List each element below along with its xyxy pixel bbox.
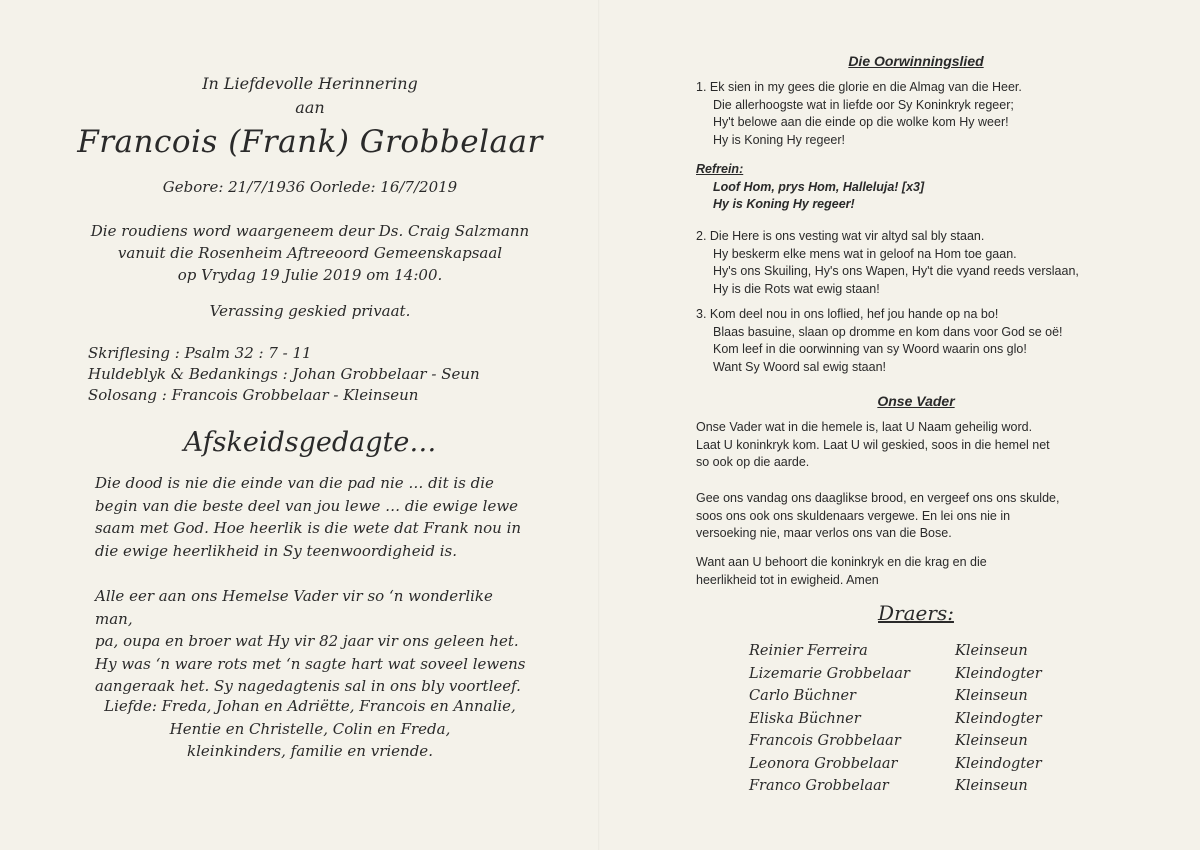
bearer-name: Reinier Ferreira bbox=[749, 643, 868, 659]
farewell-title: Afskeidsgedagte… bbox=[183, 427, 437, 458]
bearer-relation: Kleinseun bbox=[955, 733, 1028, 749]
bearer-relation: Kleindogter bbox=[955, 710, 1042, 727]
paragraph-line: Hy was ‘n ware rots met ‘n sagte hart wat soveel lewens bbox=[95, 654, 526, 673]
prayer-line: Onse Vader wat in die hemele is, laat U Naam geheilig word. bbox=[696, 420, 1033, 434]
bearer-name: Francois Grobbelaar bbox=[749, 733, 901, 749]
song-refrain bbox=[696, 161, 1136, 214]
song-verse-2 bbox=[696, 228, 1136, 298]
paragraph-line: aangeraak het. Sy nagedagtenis sal in ons bly voortleef. bbox=[95, 677, 521, 695]
verse-line: Kom leef in die oorwinning van sy Woord waarin ons glo! bbox=[713, 342, 1027, 356]
refrain-line: Loof Hom, prys Hom, Halleluja! [x3] bbox=[713, 179, 925, 194]
verse-line: Blaas basuine, slaan op dromme en kom dans voor God se oë! bbox=[713, 324, 1063, 339]
paragraph-line: pa, oupa en broer wat Hy vir 82 jaar vir ons geleen het. bbox=[95, 632, 519, 650]
program-item: Huldeblyk & Bedankings : Johan Grobbelaar - Seun bbox=[88, 365, 480, 383]
cremation-note: Verassing geskied privaat. bbox=[209, 302, 411, 320]
deceased-name: Francois (Frank) Grobbelaar bbox=[77, 124, 543, 160]
prayer-paragraph-2 bbox=[696, 490, 1136, 543]
verse-line: Die allerhoogste wat in liefde oor Sy Koninkryk regeer; bbox=[713, 97, 1014, 112]
bearer-name: Leonora Grobbelaar bbox=[749, 755, 898, 772]
prayer-paragraph-3 bbox=[696, 554, 1136, 589]
bearer-name: Eliska Büchner bbox=[749, 710, 861, 727]
bearers-title: Draers: bbox=[878, 601, 954, 625]
loved-ones bbox=[60, 695, 560, 763]
bearer-row bbox=[749, 756, 1089, 779]
bearers-list bbox=[749, 643, 1089, 801]
paragraph-line: Alle eer aan ons Hemelse Vader vir so ‘n wonderlike man, bbox=[95, 587, 493, 628]
verse-line: 1. Ek sien in my gees die glorie en die Almag van die Heer. bbox=[696, 80, 1022, 94]
prayer-title: Onse Vader bbox=[877, 393, 955, 409]
program-item: Skriflesing : Psalm 32 : 7 - 11 bbox=[88, 344, 312, 362]
verse-line: Hy is die Rots wat ewig staan! bbox=[713, 281, 880, 296]
prayer-line: soos ons ook ons skuldenaars vergewe. En lei ons nie in bbox=[696, 508, 1011, 523]
birth-death-dates: Gebore: 21/7/1936 Oorlede: 16/7/2019 bbox=[162, 178, 458, 196]
memorial-heading: In Liefdevolle Herinnering bbox=[202, 74, 418, 93]
bearer-relation: Kleindogter bbox=[955, 665, 1042, 682]
verse-line: 2. Die Here is ons vesting wat vir altyd sal bly staan. bbox=[696, 229, 985, 243]
loved-line: kleinkinders, familie en vriende. bbox=[187, 742, 433, 760]
bearer-row bbox=[749, 711, 1089, 734]
bearer-relation: Kleinseun bbox=[955, 688, 1028, 704]
paragraph-line: Die dood is nie die einde van die pad nie … dit is die bbox=[95, 474, 494, 492]
bearer-relation: Kleinseun bbox=[955, 643, 1028, 659]
bearer-row bbox=[749, 666, 1089, 689]
service-line: vanuit die Rosenheim Aftreeoord Gemeenskapsaal bbox=[117, 244, 503, 262]
paragraph-line: begin van die beste deel van jou lewe … die ewige lewe bbox=[95, 496, 519, 515]
program-list bbox=[88, 343, 558, 406]
bearer-name: Carlo Büchner bbox=[749, 688, 856, 704]
bearer-row bbox=[749, 733, 1089, 756]
verse-line: Want Sy Woord sal ewig staan! bbox=[713, 359, 886, 374]
farewell-paragraph-1 bbox=[95, 472, 535, 562]
prayer-paragraph-1 bbox=[696, 419, 1136, 472]
prayer-line: so ook op die aarde. bbox=[696, 455, 810, 469]
prayer-line: Want aan U behoort die koninkryk en die krag en die bbox=[696, 555, 987, 569]
farewell-paragraph-2 bbox=[95, 585, 535, 698]
song-title: Die Oorwinningslied bbox=[848, 53, 984, 69]
bearer-row bbox=[749, 643, 1089, 666]
memorial-heading-aan: aan bbox=[295, 98, 325, 117]
program-item: Solosang : Francois Grobbelaar - Kleinseun bbox=[88, 386, 419, 404]
song-verse-1 bbox=[696, 79, 1136, 149]
refrain-line: Hy is Koning Hy regeer! bbox=[713, 197, 855, 211]
service-details bbox=[60, 220, 560, 286]
verse-line: Hy is Koning Hy regeer! bbox=[713, 132, 846, 147]
service-line: Die roudiens word waargeneem deur Ds. Craig Salzmann bbox=[90, 222, 530, 240]
center-fold bbox=[598, 0, 600, 850]
bearer-relation: Kleindogter bbox=[955, 755, 1042, 772]
right-page bbox=[696, 48, 1136, 838]
loved-line: Hentie en Christelle, Colin en Freda, bbox=[169, 719, 451, 738]
loved-line: Liefde: Freda, Johan en Adriëtte, Francois en Annalie, bbox=[104, 697, 516, 715]
verse-line: Hy beskerm elke mens wat in geloof na Hom toe gaan. bbox=[713, 246, 1017, 261]
bearer-row bbox=[749, 688, 1089, 711]
prayer-line: Laat U koninkryk kom. Laat U wil geskied, soos in die hemel net bbox=[696, 437, 1050, 452]
bearer-name: Franco Grobbelaar bbox=[749, 778, 889, 794]
left-page bbox=[60, 55, 560, 845]
bearer-row bbox=[749, 778, 1089, 801]
paragraph-line: die ewige heerlikheid in Sy teenwoordigheid is. bbox=[95, 541, 458, 560]
verse-line: 3. Kom deel nou in ons loflied, hef jou hande op na bo! bbox=[696, 307, 999, 321]
verse-line: Hy't belowe aan die einde op die wolke kom Hy weer! bbox=[713, 115, 1009, 129]
service-line: op Vrydag 19 Julie 2019 om 14:00. bbox=[177, 266, 443, 284]
bearer-relation: Kleinseun bbox=[955, 778, 1028, 794]
song-verse-3 bbox=[696, 306, 1136, 376]
paragraph-line: saam met God. Hoe heerlik is die wete dat Frank nou in bbox=[95, 519, 522, 537]
verse-line: Hy's ons Skuiling, Hy's ons Wapen, Hy't die vyand reeds verslaan, bbox=[713, 264, 1079, 278]
bearer-name: Lizemarie Grobbelaar bbox=[749, 665, 910, 682]
prayer-line: heerlikheid tot in ewigheid. Amen bbox=[696, 572, 879, 587]
prayer-line: Gee ons vandag ons daaglikse brood, en vergeef ons ons skulde, bbox=[696, 491, 1060, 505]
refrain-label: Refrein: bbox=[696, 162, 744, 176]
prayer-line: versoeking nie, maar verlos ons van die Bose. bbox=[696, 526, 952, 540]
